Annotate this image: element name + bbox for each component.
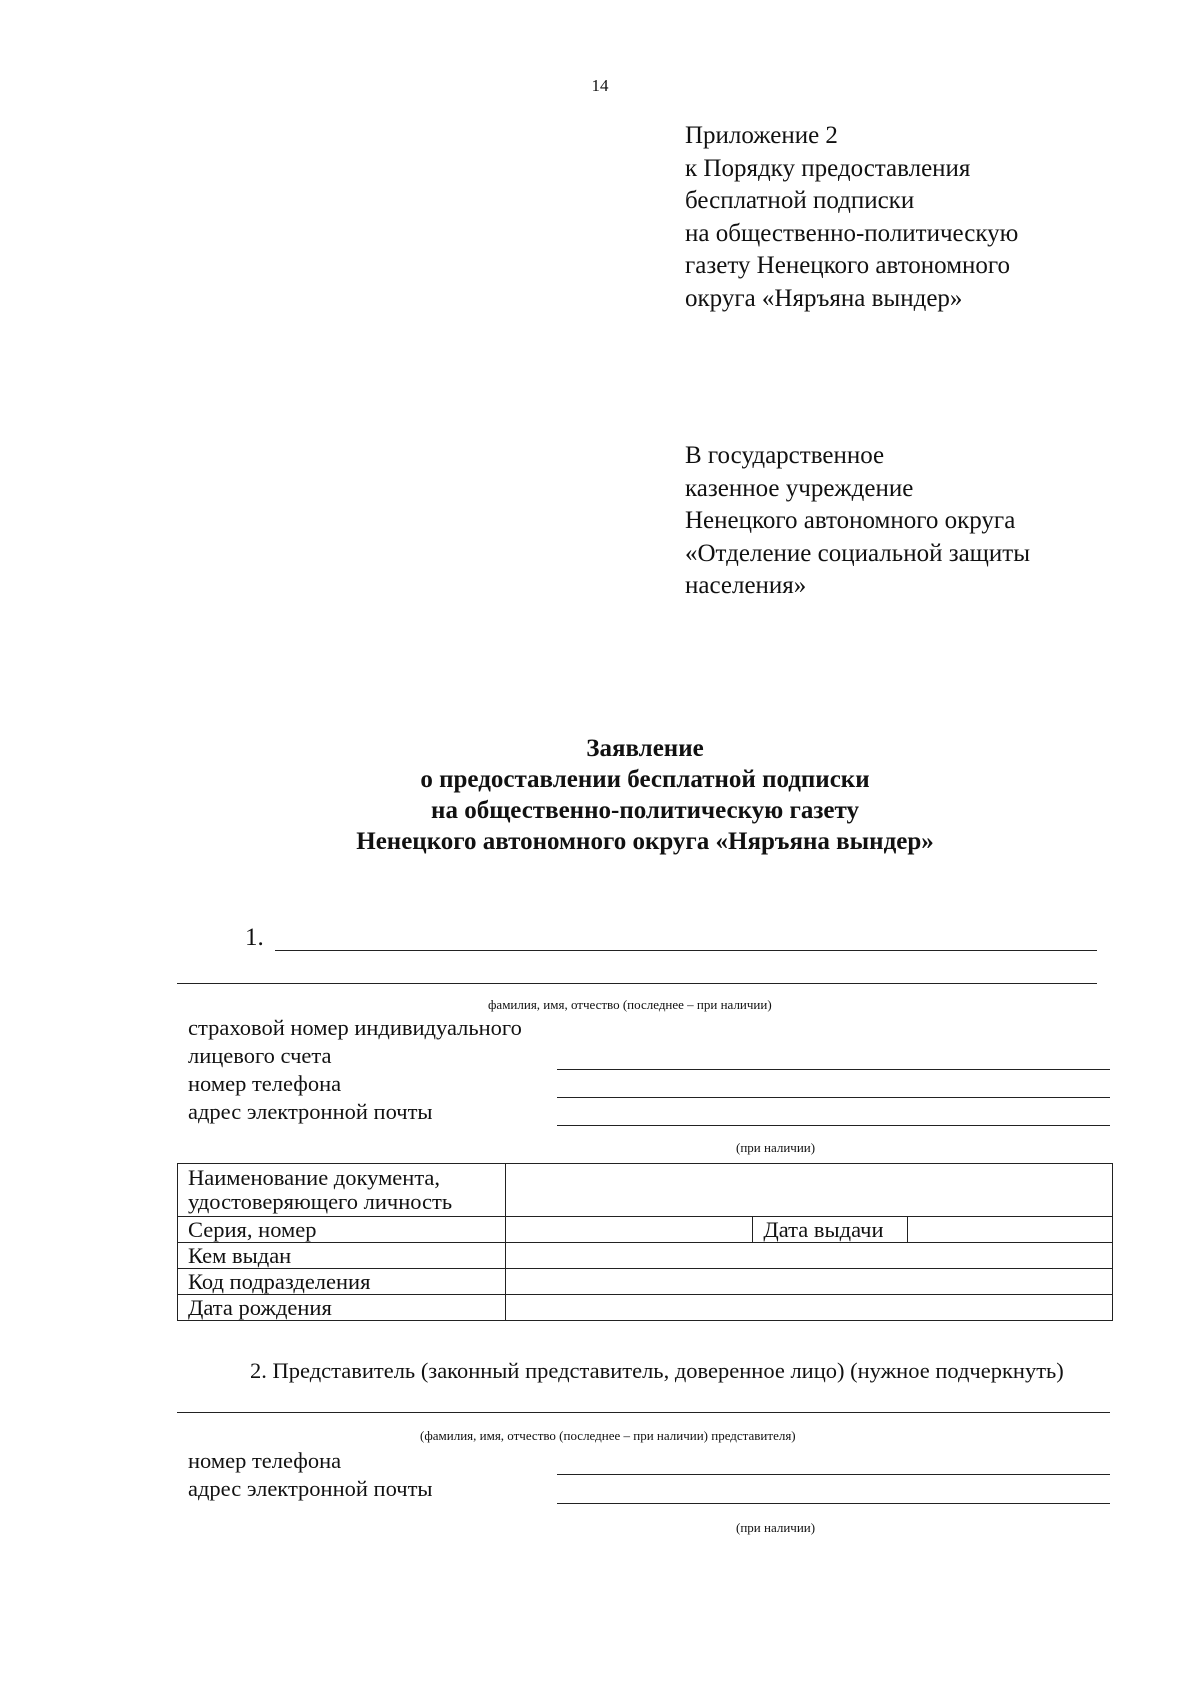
doc-name-label-cell bbox=[178, 1164, 506, 1217]
doc-name-value-cell[interactable] bbox=[505, 1164, 1112, 1217]
applicant-name-caption: фамилия, имя, отчество (последнее – при наличии) bbox=[488, 997, 772, 1012]
title-line: о предоставлении бесплатной подписки bbox=[420, 766, 870, 793]
email-field[interactable] bbox=[557, 1125, 1110, 1126]
addressee-line: «Отделение социальной защиты bbox=[685, 539, 1031, 567]
applicant-name-field-line2[interactable] bbox=[177, 983, 1097, 984]
email-label: адрес электронной почты bbox=[188, 1099, 433, 1124]
snils-label: страховой номер индивидуального bbox=[188, 1015, 522, 1040]
table-row bbox=[178, 1243, 1113, 1269]
representative-email-caption: (при наличии) bbox=[736, 1520, 816, 1535]
issued-by-value-cell[interactable] bbox=[505, 1243, 1112, 1269]
section-1-number: 1. bbox=[245, 924, 264, 951]
phone-field[interactable] bbox=[557, 1097, 1110, 1098]
title-line: Заявление bbox=[586, 735, 704, 762]
birth-date-value-cell[interactable] bbox=[505, 1295, 1112, 1321]
representative-email-field[interactable] bbox=[557, 1503, 1110, 1504]
representative-name-field[interactable] bbox=[177, 1412, 1110, 1413]
issue-date-value-cell[interactable] bbox=[908, 1217, 1113, 1243]
appendix-line: бесплатной подписки bbox=[685, 187, 915, 214]
appendix-line: на общественно-политическую bbox=[685, 219, 1019, 247]
representative-phone-field[interactable] bbox=[557, 1474, 1110, 1475]
table-row bbox=[178, 1217, 1113, 1243]
series-number-label: Серия, номер bbox=[178, 1217, 506, 1243]
division-code-label: Код подразделения bbox=[178, 1269, 506, 1295]
title-line: Ненецкого автономного округа «Няръяна вындер» bbox=[356, 828, 934, 855]
appendix-line: Приложение 2 bbox=[685, 122, 838, 149]
section-2-heading: 2. Представитель (законный представитель, доверенное лицо) (нужное подчеркнуть) bbox=[250, 1358, 1064, 1383]
phone-label: номер телефона bbox=[188, 1071, 342, 1096]
addressee-line: казенное учреждение bbox=[685, 474, 914, 502]
snils-field[interactable] bbox=[557, 1069, 1110, 1070]
division-code-value-cell[interactable] bbox=[505, 1269, 1112, 1295]
doc-name-label: Наименование документа, bbox=[188, 1165, 441, 1190]
addressee-line: Ненецкого автономного округа bbox=[685, 507, 1016, 534]
page-number: 14 bbox=[591, 76, 609, 95]
email-caption: (при наличии) bbox=[736, 1140, 816, 1155]
table-row bbox=[178, 1164, 1113, 1217]
series-number-value-cell[interactable] bbox=[505, 1217, 753, 1243]
table-row bbox=[178, 1269, 1113, 1295]
appendix-line: к Порядку предоставления bbox=[685, 154, 971, 182]
appendix-line: газету Ненецкого автономного bbox=[685, 252, 1011, 279]
addressee-line: В государственное bbox=[685, 442, 885, 469]
identity-document-table bbox=[177, 1163, 1113, 1321]
document-title bbox=[0, 733, 1200, 857]
applicant-name-field-line1[interactable] bbox=[275, 950, 1097, 951]
addressee-line: населения» bbox=[685, 572, 807, 599]
table-row bbox=[178, 1295, 1113, 1321]
representative-phone-label: номер телефона bbox=[188, 1448, 342, 1473]
addressee-block bbox=[685, 440, 1030, 603]
representative-name-caption: (фамилия, имя, отчество (последнее – при наличии) представителя) bbox=[420, 1428, 796, 1443]
issue-date-label: Дата выдачи bbox=[753, 1217, 908, 1243]
appendix-reference bbox=[685, 120, 1018, 315]
title-line: на общественно-политическую газету bbox=[431, 797, 859, 824]
birth-date-label: Дата рождения bbox=[178, 1295, 506, 1321]
issued-by-label: Кем выдан bbox=[178, 1243, 506, 1269]
representative-email-label: адрес электронной почты bbox=[188, 1476, 433, 1501]
doc-name-label-continued: удостоверяющего личность bbox=[188, 1189, 453, 1214]
appendix-line: округа «Няръяна вындер» bbox=[685, 284, 963, 312]
snils-label-continued: лицевого счета bbox=[188, 1043, 332, 1068]
